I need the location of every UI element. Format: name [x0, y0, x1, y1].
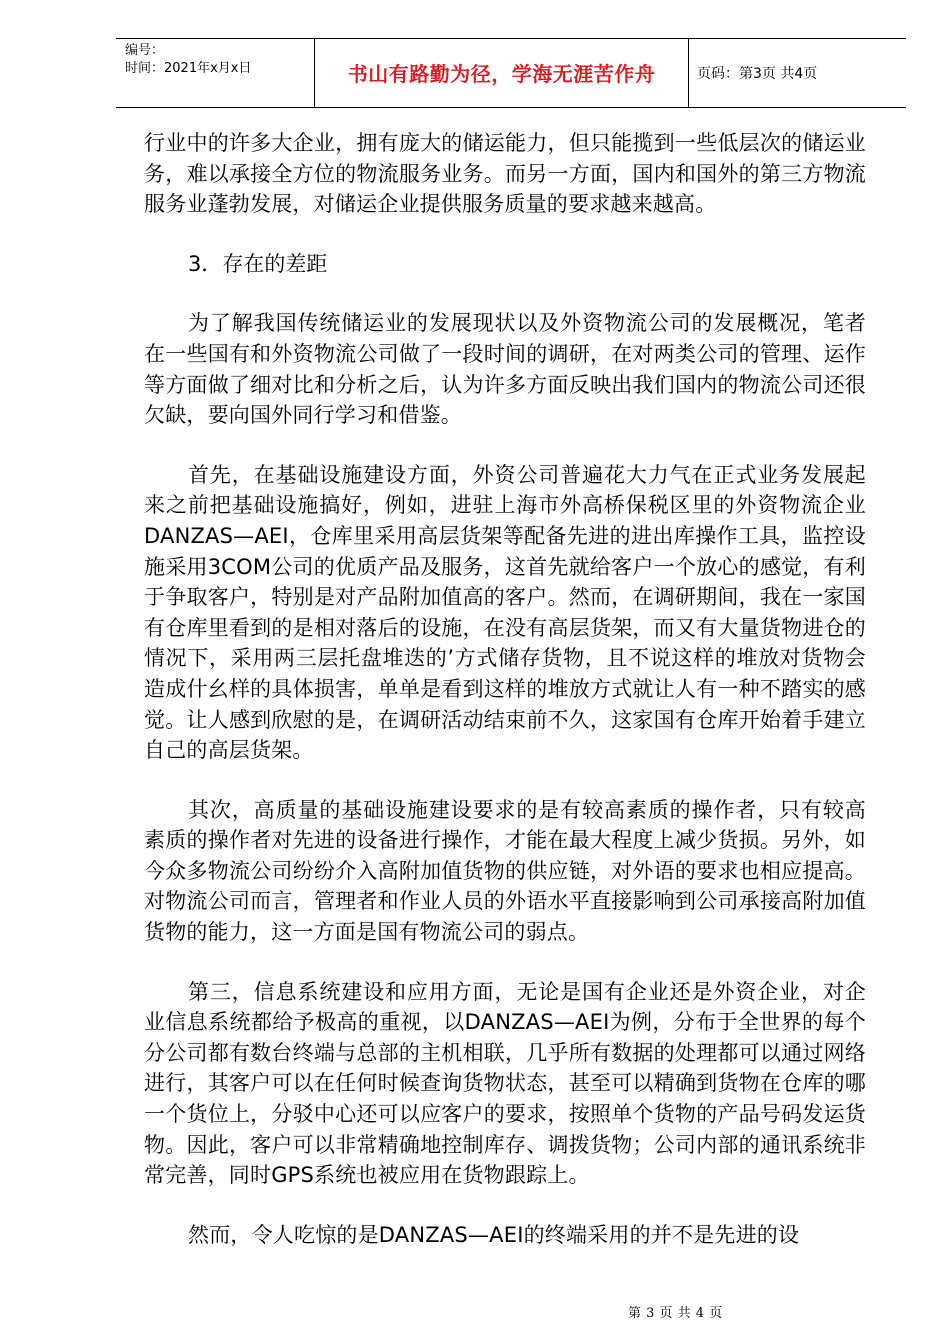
paragraph-operators: 其次，高质量的基础设施建设要求的是有较高素质的操作者，只有较高素质的操作者对先进的设备进行操作，才能在最大程度上减少货损。另外，如今众多物流公司纷纷介入高附加值货物的供应链，对外语的要求也相应提高。对物流公司而言，管理者和作业人员的外语水平直接影响到公司承接高附加值货物的能力，这一方面是国有物流公司的弱点。 [144, 797, 866, 945]
document-number-label: 编号： [125, 43, 165, 58]
paragraph-continued: 行业中的许多大企业，拥有庞大的储运能力，但只能揽到一些低层次的储运业务，难以承接全方位的物流服务业务。而另一方面，国内和国外的第三方物流服务业蓬勃发展，对储运企业提供服务质量的要求越来越高。 [144, 131, 866, 217]
section-heading: 3．存在的差距 [188, 251, 328, 276]
header-motto: 书山有路勤为径，学海无涯苦作舟 [315, 39, 689, 107]
paragraph-terminals: 然而，令人吃惊的是DANZAS—AEI的终端采用的并不是先进的设 [188, 1222, 800, 1247]
paragraph-research-intro: 为了解我国传统储运业的发展现状以及外资物流公司的发展概况，笔者在一些国有和外资物流公司做了一段时间的调研，在对两类公司的管理、运作等方面做了细对比和分析之后，认为许多方面反映出我们国内的物流公司还很欠缺，要向国外同行学习和借鉴。 [144, 311, 866, 428]
paragraph-infrastructure: 首先，在基础设施建设方面，外资公司普遍花大力气在正式业务发展起来之前把基础设施搞好，例如，进驻上海市外高桥保税区里的外资物流企业DANZAS—AEI，仓库里采用高层货架等配备先进的进出库操作工具，监控设施采用3COM公司的优质产品及服务，这首先就给客户一个放心的感觉，有利于争取客户，特别是对产品附加值高的客户。然而，在调研期间，我在一家国有仓库里看到的是相对落后的设施，在没有高层货架，而又有大量货物进仓的情况下，采用两三层托盘堆迭的’方式储存货物，且不说这样的堆放对货物会造成什幺样的具体损害，单单是看到这样的堆放方式就让人有一种不踏实的感觉。让人感到欣慰的是，在调研活动结束前不久，这家国有仓库开始着手建立自己的高层货架。 [144, 462, 866, 763]
page-header [116, 38, 906, 108]
document-time-label: 时间：2021年x月x日 [125, 61, 252, 76]
header-page-info: 页码：第3页 共4页 [697, 66, 818, 82]
paragraph-information-systems: 第三，信息系统建设和应用方面，无论是国有企业还是外资企业，对企业信息系统都给予极高的重视，以DANZAS—AEI为例，分布于全世界的每个分公司都有数台终端与总部的主机相联，几乎所有数据的处理都可以通过网络进行，其客户可以在任何时候查询货物状态，甚至可以精确到货物在仓库的哪一个货位上，分驳中心还可以应客户的要求，按照单个货物的产品号码发运货物。因此，客户可以非常精确地控制库存、调拨货物；公司内部的通讯系统非常完善，同时GPS系统也被应用在货物跟踪上。 [144, 979, 866, 1188]
header-meta-cell [116, 39, 315, 107]
page-footer: 第 3 页 共 4 页 [628, 1306, 723, 1321]
document-body [144, 128, 866, 1279]
